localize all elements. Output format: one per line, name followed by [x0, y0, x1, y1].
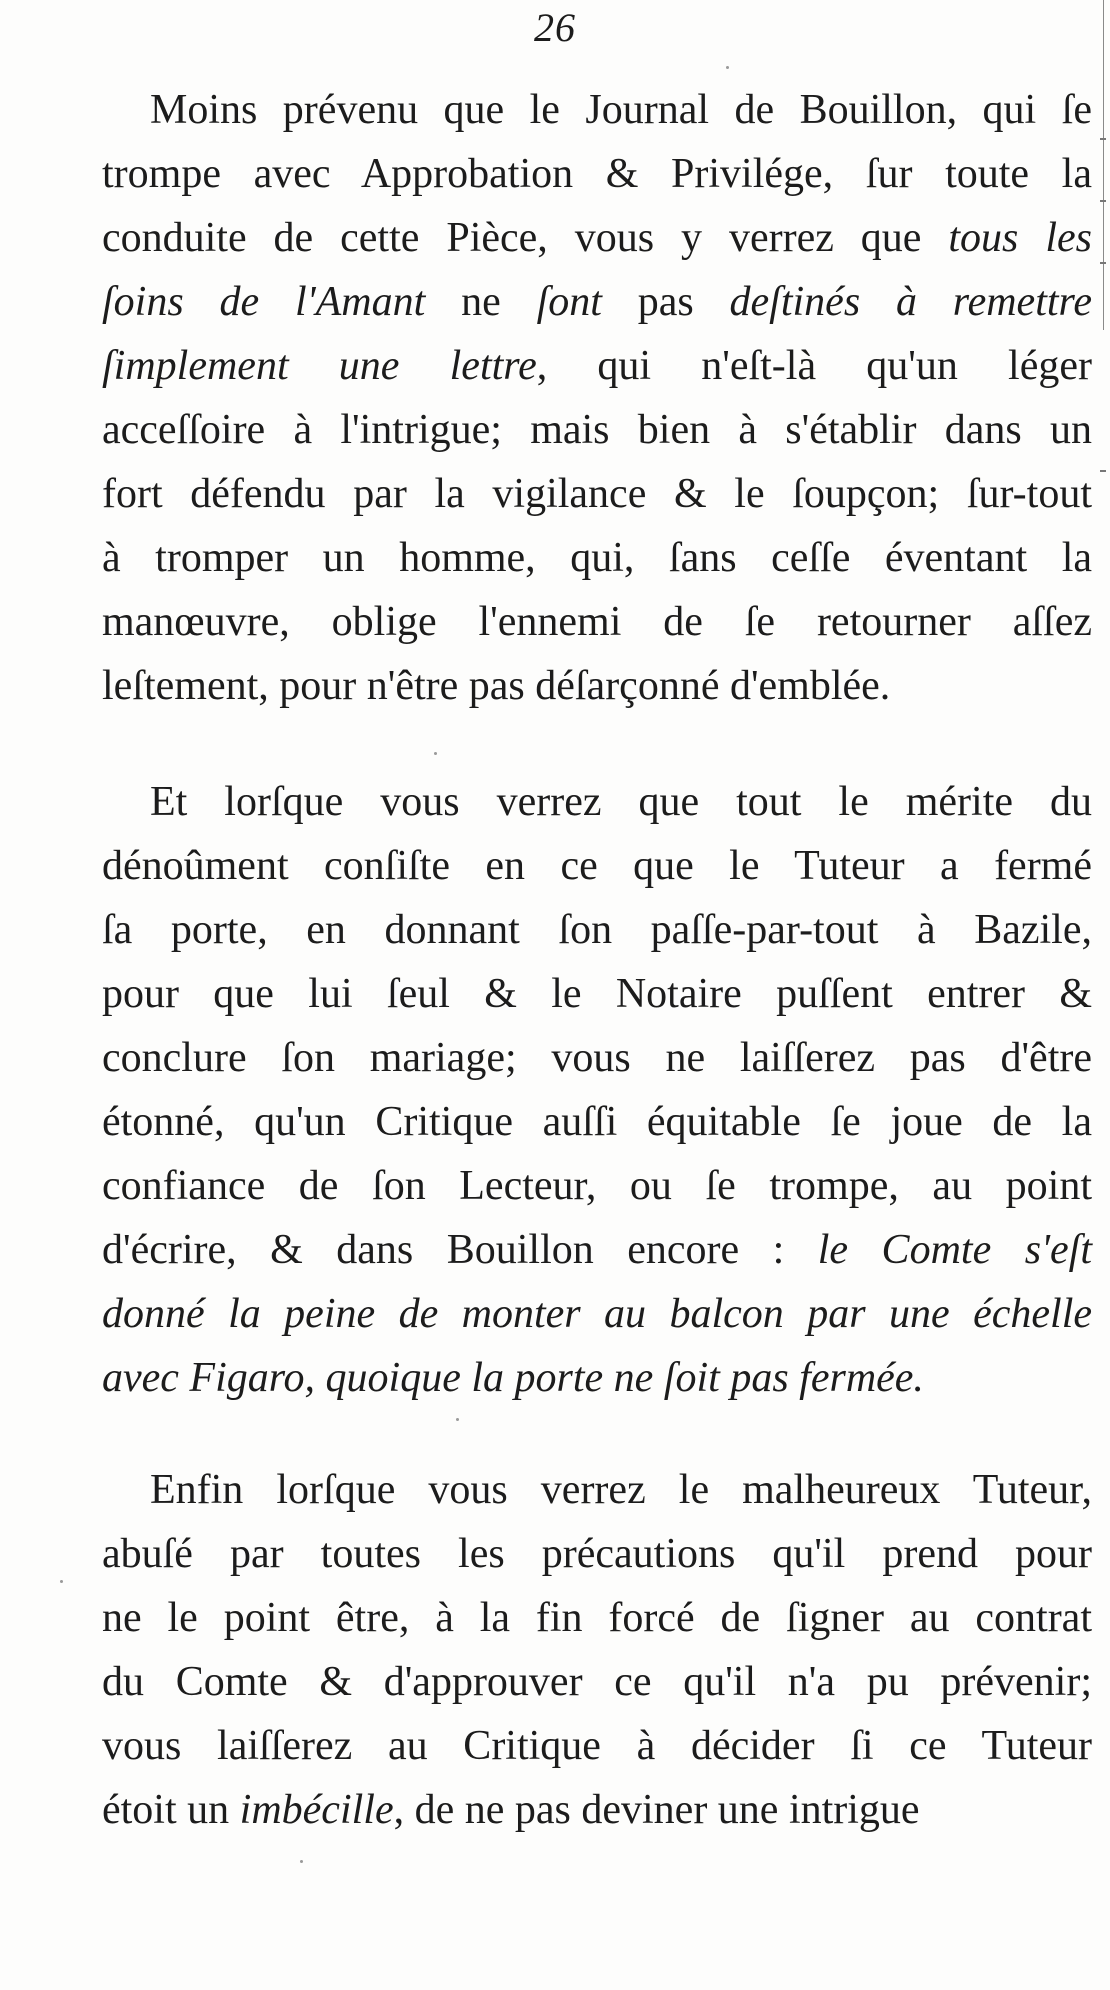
text-line: [102, 1586, 1092, 1650]
text-line: [102, 1346, 1092, 1410]
text-line: [102, 834, 1092, 898]
text-run: pas: [601, 279, 730, 325]
text-run: , de ne pas deviner une intrigue: [393, 1787, 920, 1833]
text-run: confiance de ſon Lecteur, ou ſe trompe, au point: [102, 1163, 1092, 1209]
text-line: [102, 1026, 1092, 1090]
italic-text-run: donné la peine de monter au balcon par une échelle: [102, 1291, 1092, 1337]
text-run: Et lorſque vous verrez que tout le mérite du: [150, 779, 1092, 825]
text-run: , qui n'eſt-là qu'un léger: [536, 343, 1092, 389]
text-line: [102, 1778, 1092, 1842]
text-line: [102, 1218, 1092, 1282]
scan-edge-mark: [1100, 138, 1106, 140]
text-line: [102, 334, 1092, 398]
text-run: étonné, qu'un Critique auſſi équitable ſe joue de la: [102, 1099, 1092, 1145]
text-run: manœuvre, oblige l'ennemi de ſe retourner aſſez: [102, 599, 1092, 645]
text-line: [102, 654, 1092, 718]
text-line: [102, 770, 1092, 834]
text-line: [102, 898, 1092, 962]
italic-text-run: ſont: [536, 279, 602, 325]
text-line: [102, 142, 1092, 206]
scan-speck: [300, 1860, 303, 1863]
italic-text-run: ſimplement une lettre: [102, 343, 537, 389]
italic-text-run: ſoins de l'Amant: [102, 279, 426, 325]
text-line: [102, 590, 1092, 654]
text-run: d'écrire, & dans Bouillon encore :: [102, 1227, 818, 1273]
scan-edge-mark: [1100, 470, 1106, 472]
text-run: fort défendu par la vigilance & le ſoupçon; ſur-tout: [102, 471, 1092, 517]
text-run: vous laiſſerez au Critique à décider ſi ce Tuteur: [102, 1723, 1092, 1769]
text-line: [102, 962, 1092, 1026]
scan-speck: [456, 1418, 459, 1421]
text-line: [102, 1650, 1092, 1714]
italic-text-run: imbécille: [239, 1787, 394, 1833]
text-line: [102, 270, 1092, 334]
text-run: Moins prévenu que le Journal de Bouillon, qui ſe: [150, 87, 1092, 133]
text-run: acceſſoire à l'intrigue; mais bien à s'établir dans un: [102, 407, 1092, 453]
text-line: [102, 206, 1092, 270]
text-run: ne le point être, à la fin forcé de ſigner au contrat: [102, 1595, 1092, 1641]
text-line: [102, 462, 1092, 526]
text-line: [102, 398, 1092, 462]
text-line: [102, 1282, 1092, 1346]
paragraph: [102, 1458, 1092, 1842]
italic-text-run: le Comte s'eſt: [817, 1227, 1092, 1273]
italic-text-run: avec Figaro, quoique la porte ne ſoit pas fermée.: [102, 1355, 924, 1401]
text-run: du Comte & d'approuver ce qu'il n'a pu prévenir;: [102, 1659, 1092, 1705]
text-line: [102, 78, 1092, 142]
paragraph: [102, 78, 1092, 718]
paragraph: [102, 770, 1092, 1410]
italic-text-run: deſtinés à remettre: [729, 279, 1092, 325]
text-run: Enfin lorſque vous verrez le malheureux Tuteur,: [150, 1467, 1092, 1513]
text-run: étoit un: [102, 1787, 240, 1833]
text-line: [102, 526, 1092, 590]
scan-speck: [60, 1580, 63, 1583]
text-line: [102, 1090, 1092, 1154]
text-line: [102, 1522, 1092, 1586]
text-run: leſtement, pour n'être pas déſarçonné d'emblée.: [102, 663, 891, 709]
text-run: conduite de cette Pièce, vous y verrez que: [102, 215, 949, 261]
scan-edge-mark: [1100, 262, 1106, 264]
text-run: pour que lui ſeul & le Notaire puſſent entrer &: [102, 971, 1092, 1017]
text-run: ſa porte, en donnant ſon paſſe-par-tout à Bazile,: [102, 907, 1092, 953]
scan-speck: [726, 66, 729, 69]
text-line: [102, 1154, 1092, 1218]
text-run: à tromper un homme, qui, ſans ceſſe éventant la: [102, 535, 1092, 581]
text-line: [102, 1458, 1092, 1522]
text-run: conclure ſon mariage; vous ne laiſſerez pas d'être: [102, 1035, 1092, 1081]
text-run: ne: [425, 279, 537, 325]
scan-edge-mark: [1100, 200, 1106, 202]
italic-text-run: tous les: [948, 215, 1092, 261]
page-number: 26: [534, 5, 576, 50]
text-line: [102, 1714, 1092, 1778]
scan-speck: [434, 752, 437, 755]
text-run: trompe avec Approbation & Privilége, ſur toute la: [102, 151, 1092, 197]
text-run: abuſé par toutes les précautions qu'il prend pour: [102, 1531, 1092, 1577]
text-run: dénoûment conſiſte en ce que le Tuteur a fermé: [102, 843, 1092, 889]
